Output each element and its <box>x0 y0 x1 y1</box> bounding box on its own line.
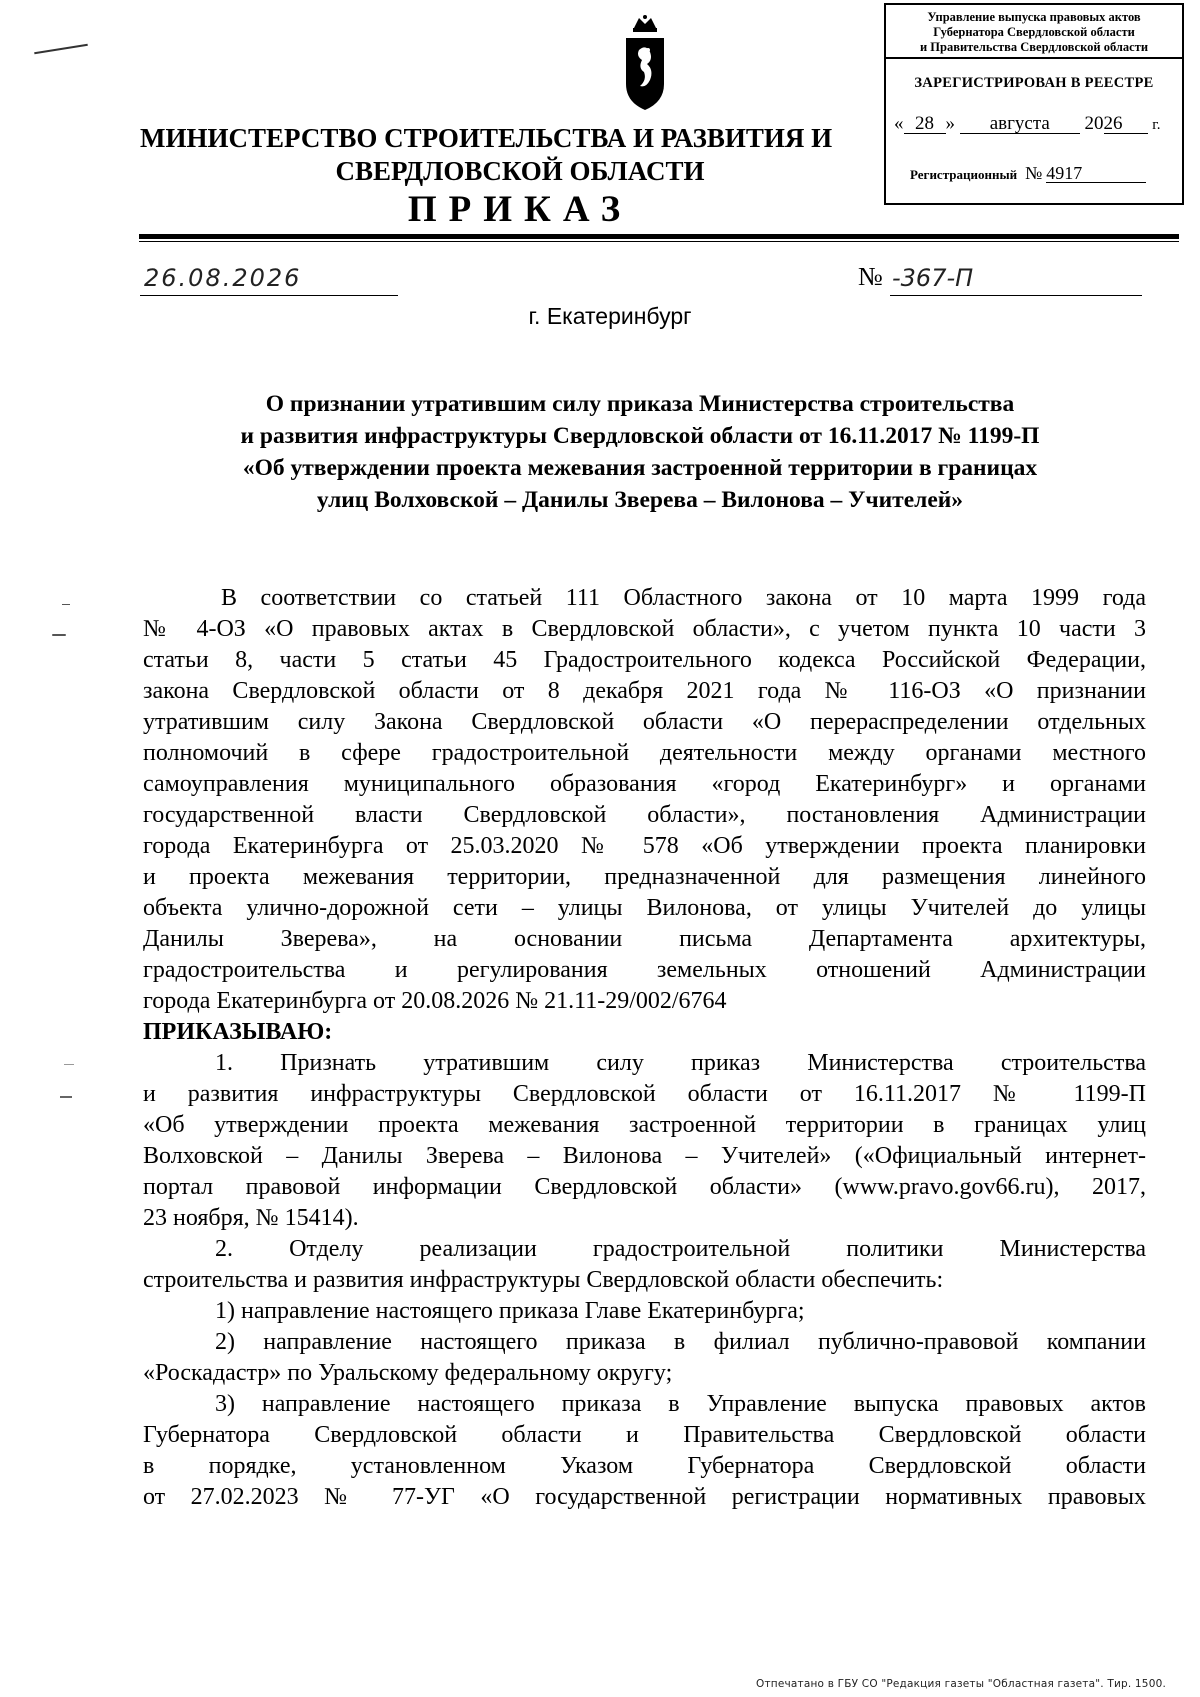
stamp-registered-label: ЗАРЕГИСТРИРОВАН В РЕЕСТРЕ <box>914 75 1154 91</box>
stamp-number-sign: № <box>1025 163 1043 183</box>
print-footer: Отпечатано в ГБУ СО "Редакция газеты "Областная газета". Тир. 1500. <box>756 1678 1166 1690</box>
preamble-line: города Екатеринбурга от 25.03.2020 № 578 «Об утверждении проекта планировки <box>143 833 1146 859</box>
stamp-day: 28 <box>904 115 946 134</box>
stamp-reg-number <box>910 163 1146 184</box>
item-line: «Об утверждении проекта межевания застроенной территории в границах улиц <box>143 1112 1146 1138</box>
preamble-line: самоуправления муниципального образования «город Екатеринбург» и органами <box>143 771 1146 797</box>
stamp-header-line: и Правительства Свердловской области <box>919 40 1149 54</box>
item-line: 1. Признать утратившим силу приказ Министерства строительства <box>215 1050 1146 1076</box>
preamble-line: В соответствии со статьей 111 Областного закона от 10 марта 1999 года <box>221 585 1146 611</box>
preamble-line: закона Свердловской области от 8 декабря 2021 года № 116-ОЗ «О признании <box>143 678 1146 704</box>
preamble-line: полномочий в сфере градостроительной деятельности между органами местного <box>143 740 1146 766</box>
preamble-line: государственной власти Свердловской области», постановления Администрации <box>143 802 1146 828</box>
stamp-year-unit: г. <box>1152 117 1161 133</box>
item-line: строительства и развития инфраструктуры Свердловской области обеспечить: <box>143 1267 944 1293</box>
coat-of-arms-icon <box>620 14 670 114</box>
preamble-line: и проекта межевания территории, предназначенной для размещения линейного <box>143 864 1146 890</box>
stamp-year-prefix: 20 <box>1084 113 1104 134</box>
item-line: портал правовой информации Свердловской области» (www.pravo.gov66.ru), 2017, <box>143 1174 1146 1200</box>
preamble-line: статьи 8, части 5 статьи 45 Градостроительного кодекса Российской Федерации, <box>143 647 1146 673</box>
title-line: и развития инфраструктуры Свердловской области от 16.11.2017 № 1199-П <box>240 423 1040 449</box>
item-line: от 27.02.2023 № 77-УГ «О государственной регистрации нормативных правовых <box>143 1484 1146 1510</box>
city: г. Екатеринбург <box>528 303 692 329</box>
stamp-reg-label: Регистрационный <box>910 167 1018 182</box>
order-word: ПРИКАЗЫВАЮ: <box>143 1019 333 1045</box>
document-type: ПРИКАЗ <box>407 189 633 230</box>
item-line: 3) направление настоящего приказа в Управление выпуска правовых актов <box>215 1391 1146 1417</box>
scan-mark <box>62 604 70 605</box>
stamp-month: августа <box>960 115 1080 134</box>
stamp-reg-value: 4917 <box>1046 164 1146 183</box>
handwritten-date: 26.08.2026 <box>140 264 398 296</box>
ministry-name-line1: МИНИСТЕРСТВО СТРОИТЕЛЬСТВА И РАЗВИТИЯ И <box>140 123 833 153</box>
item-line: и развития инфраструктуры Свердловской области от 16.11.2017 № 1199-П <box>143 1081 1146 1107</box>
preamble-line: объекта улично-дорожной сети – улицы Вилонова, от улицы Учителей до улицы <box>143 895 1146 921</box>
item-line: 2) направление настоящего приказа в филиал публично-правовой компании <box>215 1329 1146 1355</box>
stamp-header-line: Управление выпуска правовых актов <box>927 10 1141 24</box>
scan-mark <box>52 634 66 636</box>
stamp-quote: « <box>894 113 904 134</box>
item-line: 1) направление настоящего приказа Главе Екатеринбурга; <box>215 1298 805 1324</box>
title-line: О признании утратившим силу приказа Министерства строительства <box>265 391 1015 417</box>
item-line: в порядке, установленном Указом Губернатора Свердловской области <box>143 1453 1146 1479</box>
stamp-header-line: Губернатора Свердловской области <box>933 25 1135 39</box>
registration-stamp <box>884 3 1184 205</box>
ministry-name-line2: СВЕРДЛОВСКОЙ ОБЛАСТИ <box>335 156 705 186</box>
document-title <box>130 388 1150 516</box>
preamble <box>143 583 1146 1048</box>
header-divider <box>139 234 1179 239</box>
header-divider-thin <box>139 241 1179 242</box>
item-line: «Роскадастр» по Уральскому федеральному округу; <box>143 1360 673 1386</box>
stamp-quote: » <box>945 113 955 134</box>
scan-mark <box>34 44 88 54</box>
preamble-line: города Екатеринбурга от 20.08.2026 № 21.11-29/002/6764 <box>143 988 727 1014</box>
preamble-line: градостроительства и регулирования земельных отношений Администрации <box>143 957 1146 983</box>
item-line: 2. Отделу реализации градостроительной политики Министерства <box>215 1236 1146 1262</box>
stamp-header <box>886 5 1182 59</box>
scan-mark <box>60 1096 72 1098</box>
preamble-line: утратившим силу Закона Свердловской области «О перераспределении отдельных <box>143 709 1146 735</box>
item-line: Волховской – Данилы Зверева – Вилонова – Учителей» («Официальный интернет- <box>143 1143 1146 1169</box>
scan-mark <box>64 1064 74 1065</box>
title-line: «Об утверждении проекта межевания застроенной территории в границах <box>242 455 1038 481</box>
handwritten-number: -367-П <box>890 264 1142 296</box>
stamp-year-suffix: 26 <box>1104 115 1148 134</box>
number-label: № <box>858 262 883 291</box>
item-line: Губернатора Свердловской области и Правительства Свердловской области <box>143 1422 1146 1448</box>
preamble-line: № 4-ОЗ «О правовых актах в Свердловской области», с учетом пункта 10 части 3 <box>143 616 1146 642</box>
item-line: 23 ноября, № 15414). <box>143 1205 359 1231</box>
preamble-line: Данилы Зверева», на основании письма Департамента архитектуры, <box>143 926 1146 952</box>
title-line: улиц Волховской – Данилы Зверева – Вилонова – Учителей» <box>316 487 964 513</box>
order-items <box>143 1048 1146 1513</box>
